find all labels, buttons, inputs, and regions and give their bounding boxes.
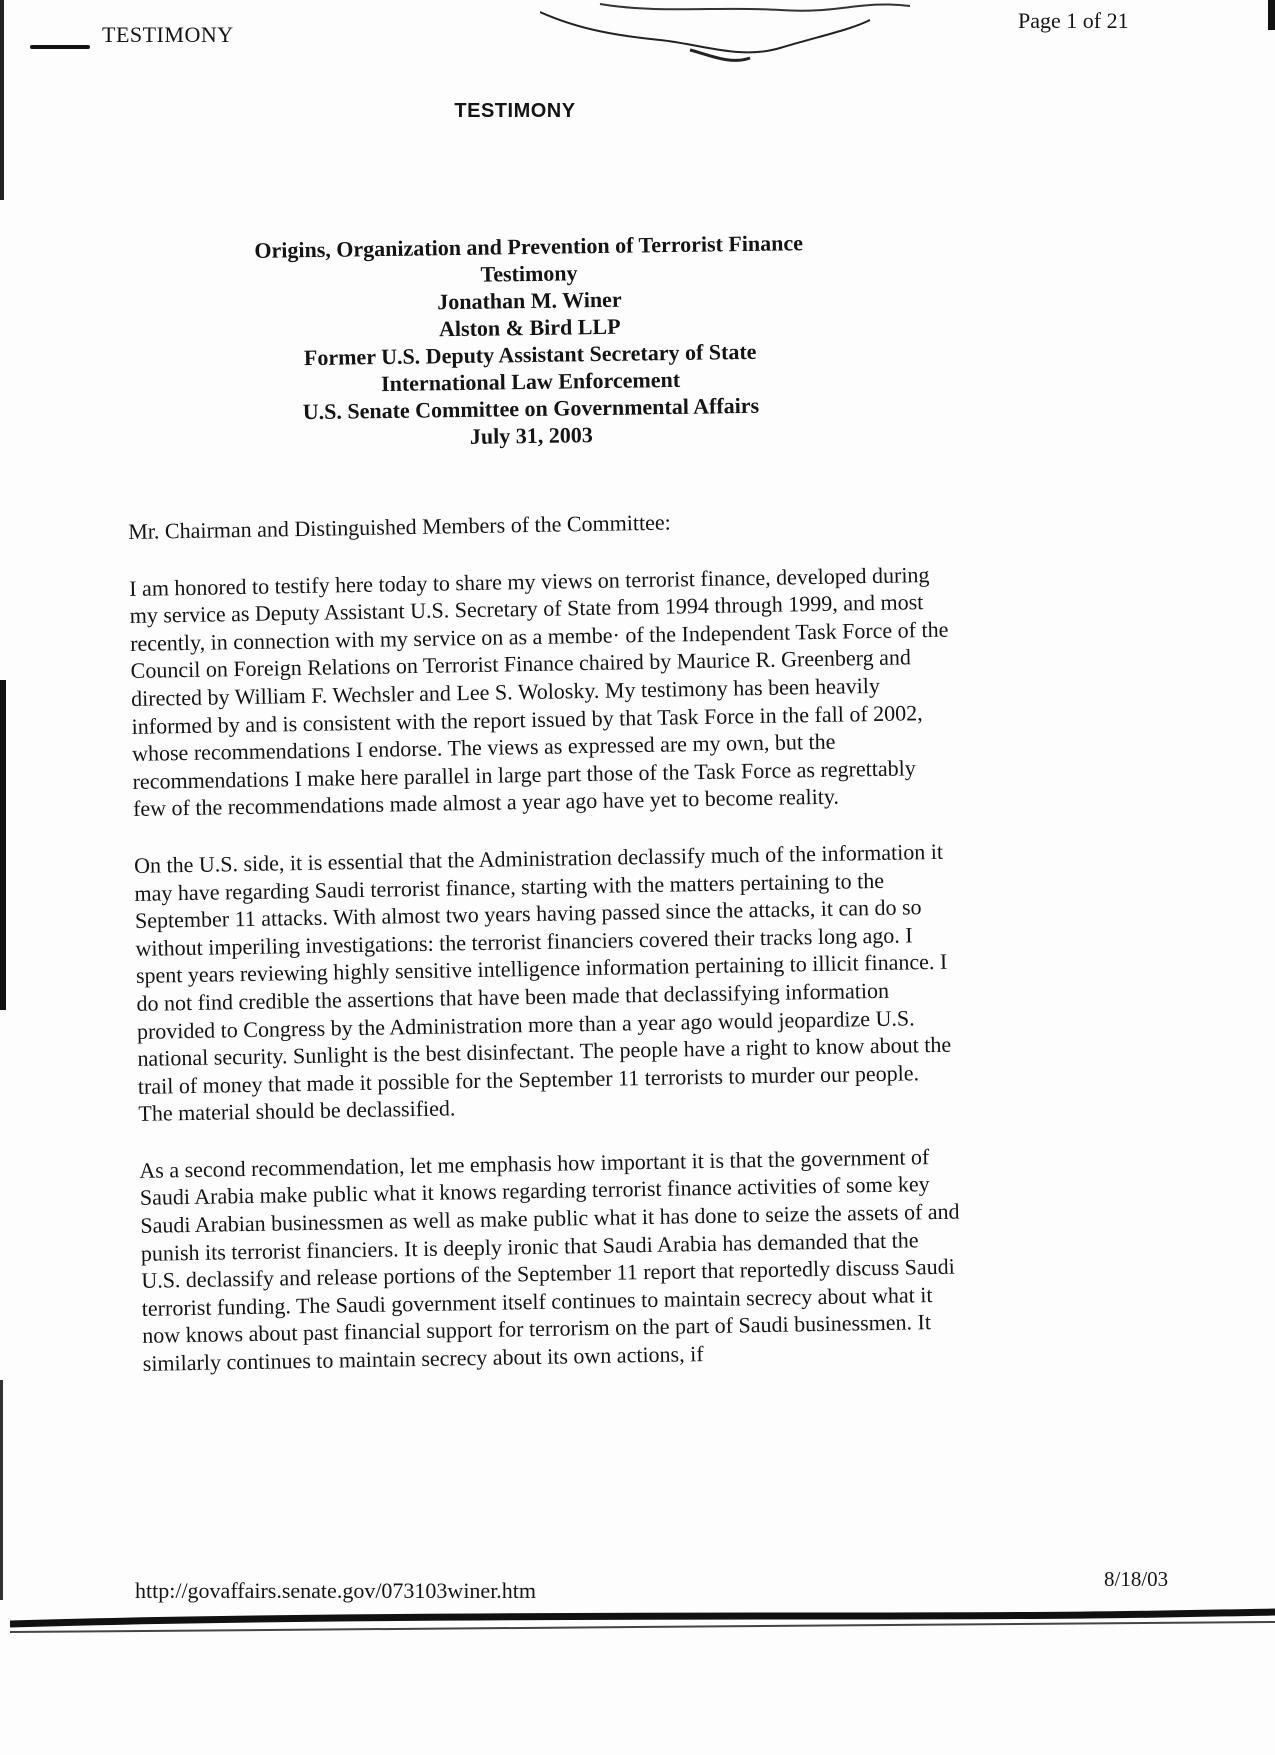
footer-date: 8/18/03 xyxy=(1104,1567,1169,1591)
salutation: Mr. Chairman and Distinguished Members of the Committee: xyxy=(128,509,671,544)
title-line: Testimony xyxy=(480,260,578,287)
title-line: Jonathan M. Winer xyxy=(437,286,622,315)
scan-left-edge xyxy=(0,0,10,1755)
title-block xyxy=(179,228,882,454)
scan-bottom-edge xyxy=(10,1604,1275,1644)
title-line: International Law Enforcement xyxy=(380,366,681,397)
title-line: Former U.S. Deputy Assistant Secretary of State xyxy=(303,338,757,371)
scan-artifact-scribble xyxy=(540,0,920,80)
title-line: Origins, Organization and Prevention of Terrorist Finance xyxy=(254,230,804,263)
body-paragraph: On the U.S. side, it is essential that the Administration declassify much of the information it may have regarding Saudi terrorist finance, starting with the matters pertaining to the September 11 attacks. With almost two years having passed since the attacks, it can do so without imperiling investigations: the terrorist financiers covered their tracks long ago. I spent years reviewing highly sensitive intelligence information pertaining to illicit finance. I do not find credible the assertions that have been made that declassifying information provided to Congress by the Administration more than a year ago would jeopardize U.S. national security. Sunlight is the best disinfectant. The people have a right to know about the trail of money that made it possible for the September 11 terrorists to murder our people. The material should be declassified. xyxy=(133,838,952,1127)
body-paragraph: I am honored to testify here today to share my views on terrorist finance, developed during my service as Deputy Assistant U.S. Secretary of State from 1994 through 1999, and most recently, in connection with my service on as a membe· of the Independent Task Force of the Council on Foreign Relations on Terrorist Finance chaired by Maurice R. Greenberg and directed by William F. Wechsler and Lee S. Wolosky. My testimony has been heavily informed by and is consistent with the report issued by that Task Force in the fall of 2002, whose recommendations I endorse. The views as expressed are my own, but the recommendations I make here parallel in large part those of the Task Force as regrettably few of the recommendations made almost a year ago have yet to become reality. xyxy=(129,561,949,822)
title-line: U.S. Senate Committee on Governmental Affairs xyxy=(302,392,760,425)
document-heading: TESTIMONY xyxy=(454,100,576,122)
header-dash-mark xyxy=(30,45,90,49)
running-header-title: TESTIMONY xyxy=(102,22,234,47)
scan-right-mark xyxy=(1268,0,1275,30)
title-line: Alston & Bird LLP xyxy=(438,313,621,342)
footer-url: http://govaffairs.senate.gov/073103winer.htm xyxy=(135,1578,537,1603)
body-paragraph: As a second recommendation, let me emphasis how important it is that the government of Saudi Arabia make public what it knows regarding terrorist finance activities of some key Saudi Arabian businessmen as well as make public what it has done to seize the assets of and punish its terrorist financiers. It is deeply ironic that Saudi Arabia has demanded that the U.S. declassify and release portions of the September 11 report that reportedly discuss Saudi terrorist funding. The Saudi government itself continues to maintain secrecy about what it now knows about past financial support for terrorism on the part of Saudi businessmen. It similarly continues to maintain secrecy about its own actions, if xyxy=(139,1143,960,1376)
title-line: July 31, 2003 xyxy=(469,422,593,449)
testimony-body xyxy=(128,504,963,1407)
page-indicator: Page 1 of 21 xyxy=(1018,8,1129,33)
